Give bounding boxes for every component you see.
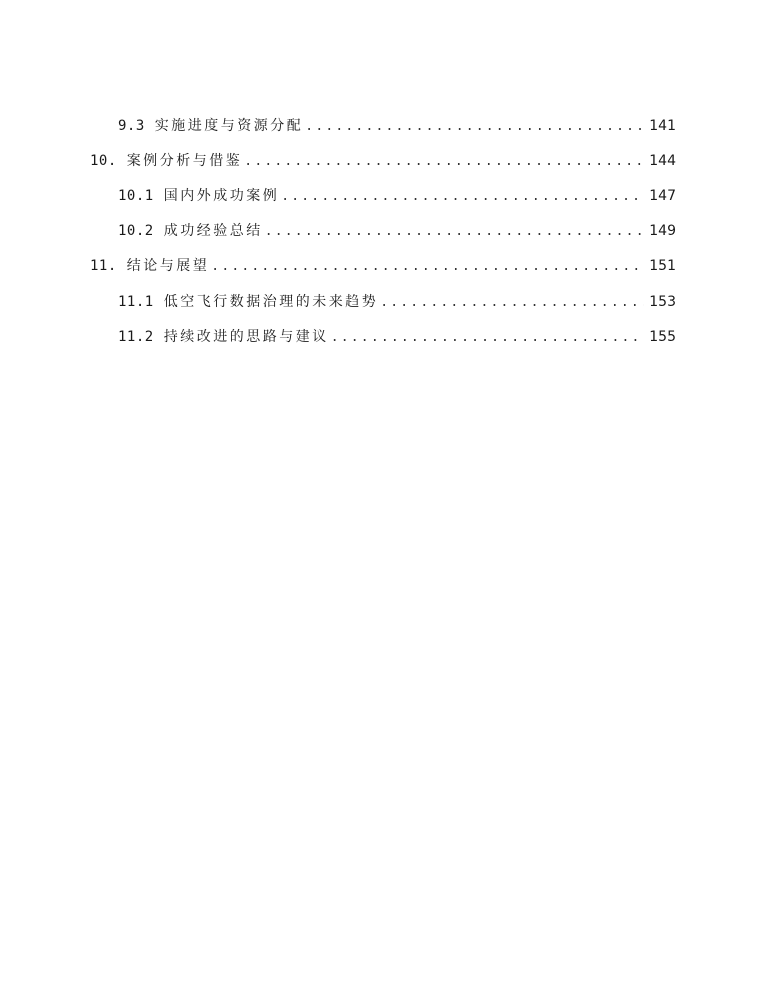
toc-entry-9-3[interactable] bbox=[0, 107, 765, 142]
toc-entry-page-number: 144 bbox=[649, 152, 676, 169]
toc-dot-leader bbox=[331, 330, 644, 345]
toc-dot-leader bbox=[305, 119, 644, 134]
toc-entry-10-1[interactable] bbox=[0, 177, 765, 212]
toc-entry-title: 成功经验总结 bbox=[163, 223, 263, 240]
toc-entry-page-number: 149 bbox=[649, 223, 676, 240]
toc-entry-page-number: 153 bbox=[649, 293, 676, 310]
toc-entry-number: 11. bbox=[90, 258, 117, 275]
toc-dot-leader bbox=[211, 259, 644, 274]
toc-entry-number: 10.1 bbox=[118, 187, 154, 204]
toc-entry-10[interactable] bbox=[0, 142, 765, 177]
toc-dot-leader bbox=[265, 224, 644, 239]
toc-entry-number: 11.2 bbox=[118, 328, 154, 345]
toc-dot-leader bbox=[244, 154, 644, 169]
toc-entry-page-number: 151 bbox=[649, 258, 676, 275]
toc-entry-11-2[interactable] bbox=[0, 318, 765, 353]
toc-entry-page-number: 147 bbox=[649, 187, 676, 204]
toc-entry-title: 实施进度与资源分配 bbox=[154, 117, 304, 134]
toc-entry-page-number: 155 bbox=[649, 328, 676, 345]
toc-entry-number: 10. bbox=[90, 152, 117, 169]
toc-entry-10-2[interactable] bbox=[0, 213, 765, 248]
table-of-contents bbox=[0, 107, 765, 353]
toc-entry-page-number: 141 bbox=[649, 117, 676, 134]
toc-entry-number: 9.3 bbox=[118, 117, 145, 134]
toc-dot-leader bbox=[281, 189, 644, 204]
toc-entry-title: 低空飞行数据治理的未来趋势 bbox=[163, 293, 379, 310]
toc-entry-number: 11.1 bbox=[118, 293, 154, 310]
toc-entry-title: 案例分析与借鉴 bbox=[126, 152, 243, 169]
toc-entry-number: 10.2 bbox=[118, 223, 154, 240]
toc-entry-title: 持续改进的思路与建议 bbox=[163, 328, 329, 345]
toc-entry-title: 国内外成功案例 bbox=[163, 187, 280, 204]
toc-entry-11[interactable] bbox=[0, 248, 765, 283]
toc-entry-title: 结论与展望 bbox=[126, 258, 210, 275]
toc-dot-leader bbox=[380, 295, 644, 310]
toc-entry-11-1[interactable] bbox=[0, 283, 765, 318]
